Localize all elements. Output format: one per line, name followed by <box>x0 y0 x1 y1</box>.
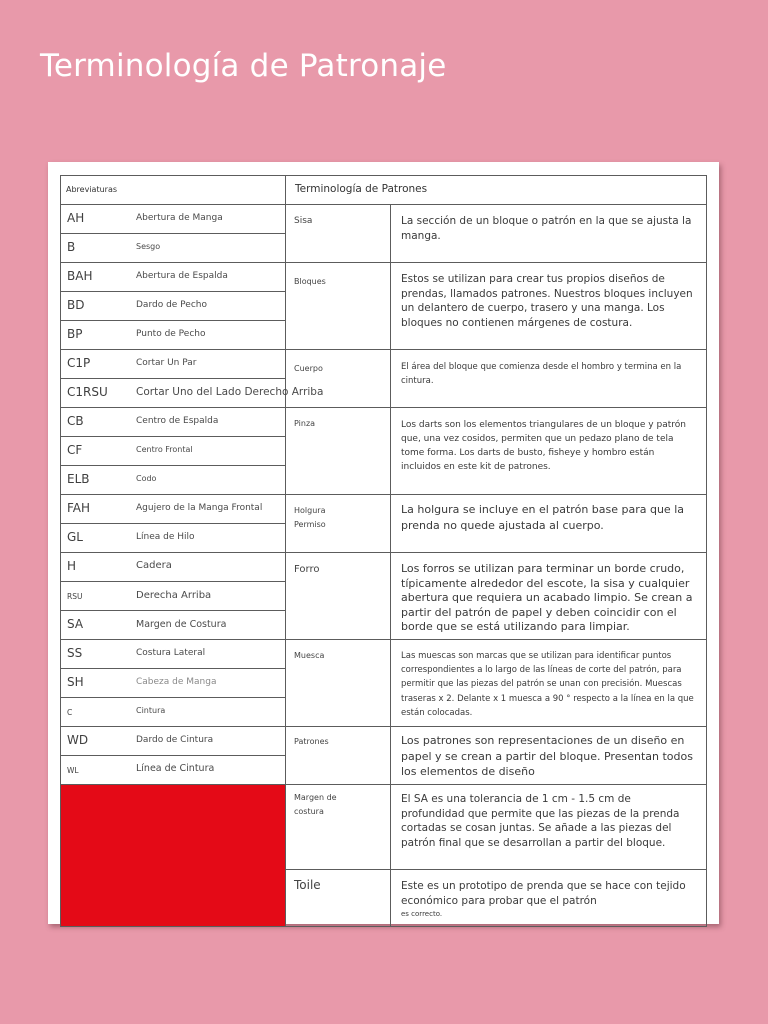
abbr-code: AH <box>67 211 85 225</box>
abbr-meaning: Centro Frontal <box>136 445 193 454</box>
term-name: Pinza <box>286 408 391 495</box>
red-accent-block <box>61 785 286 927</box>
abbr-row <box>61 756 286 785</box>
abbr-code: ELB <box>67 472 90 486</box>
abbr-meaning: Dardo de Pecho <box>136 300 207 310</box>
abbr-row <box>61 698 286 727</box>
header-terminology: Terminología de Patrones <box>286 176 707 205</box>
term-name: Cuerpo <box>286 350 391 408</box>
abbr-code: RSU <box>67 592 83 601</box>
abbr-meaning: Cadera <box>136 560 172 571</box>
abbr-row <box>61 495 286 524</box>
abbr-code: SA <box>67 617 84 631</box>
term-definition: La sección de un bloque o patrón en la que se ajusta la manga. <box>391 205 707 263</box>
abbr-row <box>61 321 286 350</box>
abbr-row <box>61 669 286 698</box>
terminology-sheet <box>48 162 719 924</box>
term-definition: Los forros se utilizan para terminar un borde crudo, típicamente alrededor del escote, la sisa y cualquier abertura que requiera un acabado limpio. Se crean a partir del patrón de papel y deben coincidir con el borde que se está utilizando para limpiar. <box>391 553 707 640</box>
abbr-meaning: Cortar Uno del Lado Derecho Arriba <box>136 386 324 398</box>
abbr-meaning: Cabeza de Manga <box>136 677 217 687</box>
term-definition-tail: es correcto. <box>401 910 443 918</box>
abbr-code: WL <box>67 766 79 775</box>
abbr-row <box>61 553 286 582</box>
abbr-code: C <box>67 708 73 717</box>
abbr-code: C1P <box>67 356 91 370</box>
term-definition: El área del bloque que comienza desde el hombro y termina en la cintura. <box>391 350 707 408</box>
abbr-meaning: Línea de Hilo <box>136 532 195 542</box>
abbr-row <box>61 408 286 437</box>
page-title: Terminología de Patronaje <box>40 48 447 84</box>
term-name: Margen de costura <box>286 785 391 870</box>
abbr-code: GL <box>67 530 83 544</box>
abbr-code: BP <box>67 327 83 341</box>
header-abbreviations: Abreviaturas <box>61 176 286 205</box>
abbr-code: CF <box>67 443 83 457</box>
abbr-meaning: Cintura <box>136 706 166 715</box>
abbr-meaning: Codo <box>136 474 157 483</box>
term-name: Bloques <box>286 263 391 350</box>
abbr-meaning: Sesgo <box>136 242 161 251</box>
abbr-code: C1RSU <box>67 385 108 399</box>
abbr-code: BAH <box>67 269 93 283</box>
abbr-row <box>61 350 286 379</box>
term-name: Holgura Permiso <box>286 495 391 553</box>
abbr-meaning: Agujero de la Manga Frontal <box>136 503 263 513</box>
abbr-meaning: Costura Lateral <box>136 648 206 658</box>
term-definition: Las muescas son marcas que se utilizan para identificar puntos correspondientes a lo largo de las líneas de corte del patrón, para permitir que las piezas del patrón se unan con precisión. Muescas traseras x 2. Delante x 1 muesca a 90 ° respecto a la línea en la que están colocadas. <box>391 640 707 727</box>
abbr-row <box>61 437 286 466</box>
abbr-row <box>61 292 286 321</box>
term-name: Sisa <box>286 205 391 263</box>
terminology-table <box>60 175 707 927</box>
term-definition: La holgura se incluye en el patrón base para que la prenda no quede ajustada al cuerpo. <box>391 495 707 553</box>
abbr-code: FAH <box>67 501 91 515</box>
abbr-row <box>61 466 286 495</box>
term-definition: Este es un prototipo de prenda que se hace con tejido económico para probar que el patrón es correcto. <box>391 870 707 927</box>
abbr-row <box>61 524 286 553</box>
abbr-row <box>61 379 324 408</box>
abbr-code: SS <box>67 646 83 660</box>
abbr-row <box>61 727 286 756</box>
term-name: Muesca <box>286 640 391 727</box>
term-definition: Los patrones son representaciones de un diseño en papel y se crean a partir del bloque. Presentan todos los elementos de diseño <box>391 727 707 785</box>
abbr-meaning: Derecha Arriba <box>136 590 212 601</box>
abbr-meaning: Margen de Costura <box>136 619 227 630</box>
abbr-code: SH <box>67 675 84 689</box>
term-definition: Estos se utilizan para crear tus propios diseños de prendas, llamados patrones. Nuestros bloques incluyen un delantero de cuerpo, trasero y una manga. Los bloques no contienen márgenes de costura. <box>391 263 707 350</box>
abbr-meaning: Línea de Cintura <box>136 763 215 774</box>
abbr-code: B <box>67 240 76 254</box>
abbr-code: CB <box>67 414 84 428</box>
abbr-row <box>61 205 286 234</box>
abbr-meaning: Centro de Espalda <box>136 416 219 426</box>
abbr-code: BD <box>67 298 85 312</box>
abbr-meaning: Cortar Un Par <box>136 358 197 368</box>
abbr-meaning: Abertura de Manga <box>136 213 223 223</box>
term-name: Toile <box>286 870 391 927</box>
term-definition: El SA es una tolerancia de 1 cm - 1.5 cm de profundidad que permite que las piezas de la prenda cortadas se cosan juntas. Se añade a las piezas del patrón final que se desarrollan a partir del bloque. <box>391 785 707 870</box>
abbr-row <box>61 640 286 669</box>
term-name: Patrones <box>286 727 391 785</box>
abbr-row <box>61 263 286 292</box>
abbr-meaning: Punto de Pecho <box>136 329 206 339</box>
abbr-code: WD <box>67 733 89 747</box>
abbr-meaning: Dardo de Cintura <box>136 735 214 745</box>
term-definition: Los darts son los elementos triangulares de un bloque y patrón que, una vez cosidos, permiten que un pedazo plano de tela tome forma. Los darts de busto, fisheye y hombro están incluidos en este kit de patrones. <box>391 408 707 495</box>
term-name: Forro <box>286 553 391 640</box>
abbr-meaning: Abertura de Espalda <box>136 271 228 281</box>
abbr-code: H <box>67 559 77 573</box>
abbr-row <box>61 234 286 263</box>
abbr-row <box>61 582 286 611</box>
abbr-row <box>61 611 286 640</box>
